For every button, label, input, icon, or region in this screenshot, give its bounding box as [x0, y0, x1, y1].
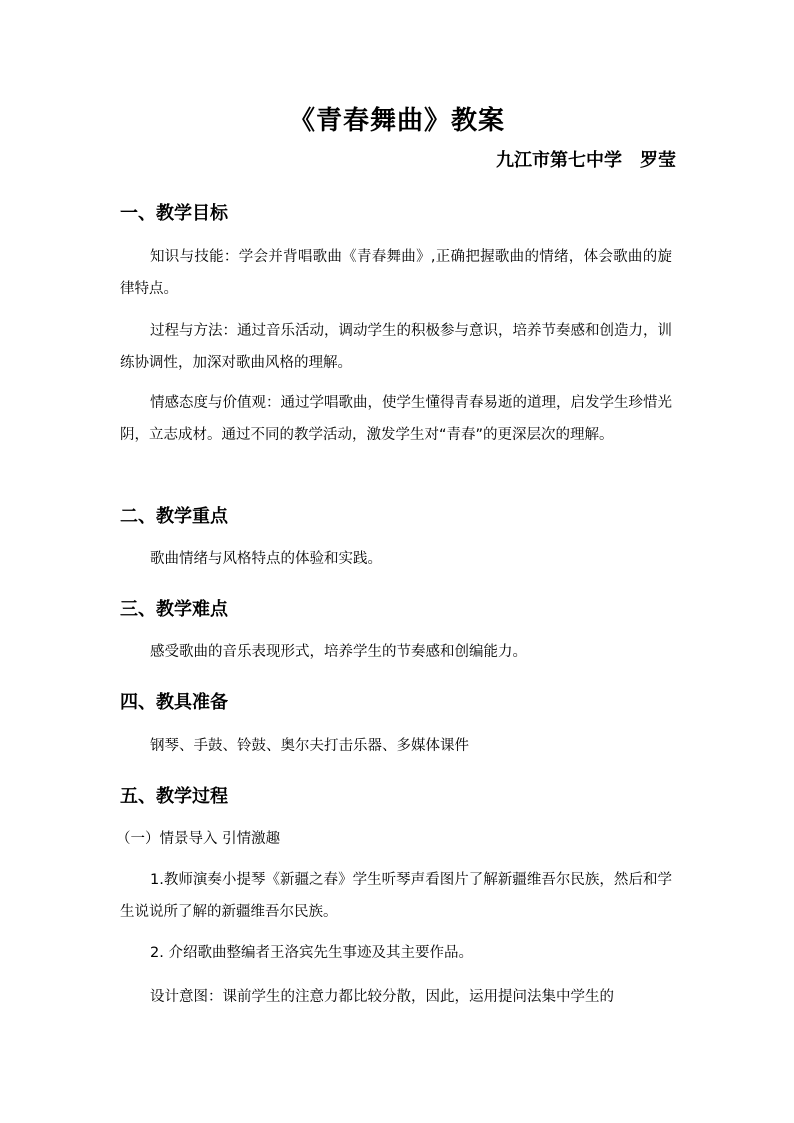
section-heading: 一、教学目标 — [120, 203, 228, 224]
document-title: 《青春舞曲》教案 — [288, 106, 505, 136]
paragraph: 钢琴、手鼓、铃鼓、奥尔夫打击乐器、多媒体课件 — [150, 738, 469, 754]
paragraph: 1.教师演奏小提琴《新疆之春》学生听琴声看图片了解新疆维吾尔民族，然后和学生说说所了解的新疆维吾尔民族。 — [120, 872, 672, 920]
paragraph: 感受歌曲的音乐表现形式，培养学生的节奏感和创编能力。 — [150, 644, 527, 660]
paragraph: 知识与技能：学会并背唱歌曲《青春舞曲》,正确把握歌曲的情绪，体会歌曲的旋律特点。 — [120, 249, 672, 297]
paragraph: 情感态度与价值观：通过学唱歌曲，使学生懂得青春易逝的道理，启发学生珍惜光阴，立志成材。通过不同的教学活动，激发学生对“青春”的更深层次的理解。 — [120, 395, 672, 443]
paragraph: 过程与方法：通过音乐活动，调动学生的积极参与意识，培养节奏感和创造力，训练协调性，加深对歌曲风格的理解。 — [120, 323, 672, 371]
section-heading: 五、教学过程 — [120, 786, 228, 807]
section-heading: 三、教学难点 — [120, 599, 228, 620]
section-heading: 二、教学重点 — [120, 506, 228, 527]
paragraph: 设计意图：课前学生的注意力都比较分散，因此，运用提问法集中学生的 — [150, 989, 614, 1005]
section-heading: 四、教具准备 — [120, 692, 228, 713]
paragraph: 歌曲情绪与风格特点的体验和实践。 — [150, 551, 382, 567]
subsection-heading: （一）情景导入 引情激趣 — [116, 831, 281, 847]
document-author: 九江市第七中学 罗莹 — [496, 150, 676, 171]
paragraph: 2. 介绍歌曲整编者王洛宾先生事迹及其主要作品。 — [150, 945, 473, 961]
